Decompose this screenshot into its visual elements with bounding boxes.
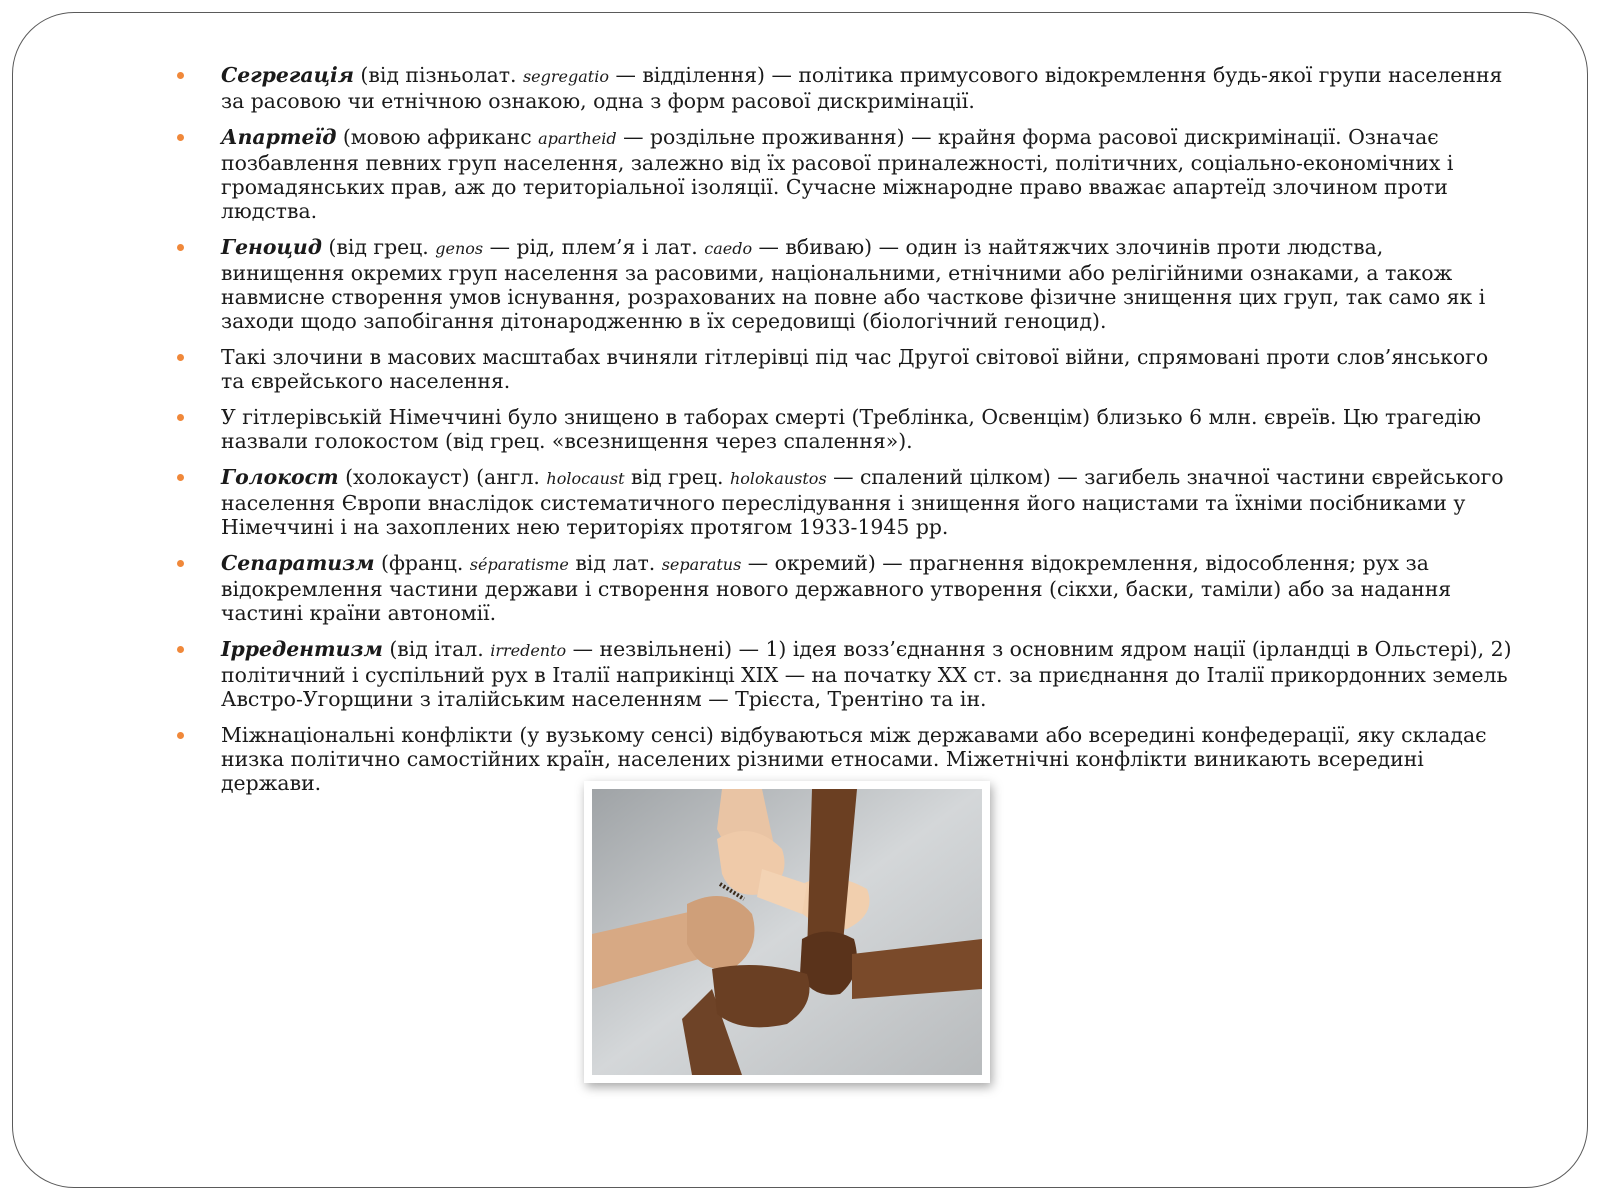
bullet-text: — вбиваю) — один із найтяжчих злочинів проти людства, винищення окремих груп населення за расовими, національними, етнічними або релігійними ознаками, а також навмисне створення умов існування, розрахованих на повне або часткове фізичне знищення цих груп, так само як і заходи щодо запобігання дітонародженню в їх середовищі (біологічний геноцид). — [221, 235, 1486, 333]
bullet-item — [173, 637, 1513, 711]
bullet-item — [173, 235, 1513, 333]
bullet-dot-icon — [177, 134, 184, 141]
foreign-word: genos — [435, 239, 484, 258]
bullet-text: від грец. — [624, 465, 730, 489]
bullet-text: Такі злочини в масових масштабах вчиняли гітлерівці під час Другої світової війни, спрямовані проти слов’янського та єврейського населення. — [221, 345, 1489, 393]
term-holocaust: Голокост — [221, 465, 339, 489]
bullet-item — [173, 405, 1513, 453]
bullet-text: (франц. — [374, 551, 470, 575]
hands-illustration — [592, 789, 982, 1075]
term-segregation: Сегрегація — [221, 63, 354, 87]
foreign-word: caedo — [704, 239, 753, 258]
bullet-text: (холокауст) (англ. — [338, 465, 547, 489]
bullet-text: (від італ. — [382, 637, 491, 661]
bullet-item — [173, 63, 1513, 113]
term-apartheid: Апартеїд — [221, 125, 337, 149]
bullet-dot-icon — [177, 646, 184, 653]
bullet-text: — відділення) — політика примусового відокремлення будь-якої групи населення за расовою чи етнічною ознакою, одна з форм расової дискримінації. — [221, 63, 1503, 113]
bullet-dot-icon — [177, 560, 184, 567]
bullet-dot-icon — [177, 72, 184, 79]
foreign-word: holokaustos — [729, 469, 827, 488]
bullet-text: — роздільне проживання) — крайня форма расової дискримінації. Означає позбавлення певних груп населення, залежно від їх расової приналежності, політичних, соціально-економічних і громадянських прав, аж до територіальної ізоляції. Сучасне міжнародне право вважає апартеїд злочином проти людства. — [221, 125, 1454, 223]
bullet-list — [173, 63, 1513, 807]
foreign-word: segregatio — [522, 67, 609, 86]
bullet-text: (від грец. — [321, 235, 436, 259]
bullet-dot-icon — [177, 414, 184, 421]
bullet-item — [173, 345, 1513, 393]
bullet-item — [173, 551, 1513, 625]
bullet-text: (від пізньолат. — [353, 63, 523, 87]
bullet-text: Міжнаціональні конфлікти (у вузькому сенсі) відбуваються між державами або всередині конфедерації, яку складає низка політично самостійних країн, населених різними етносами. Міжетнічні конфлікти виникають всередині держави. — [221, 723, 1487, 795]
bullet-text: (мовою африканс — [336, 125, 539, 149]
bullet-text: — рід, плем’я і лат. — [483, 235, 705, 259]
term-irredentism: Ірредентизм — [221, 637, 383, 661]
bullet-text: від лат. — [568, 551, 662, 575]
bullet-text: — спалений цілком) — загибель значної частини єврейського населення Європи внаслідок систематичного переслідування і знищення його нацистами та їхніми посібниками у Німеччині і на захоплених нею територіях протягом 1933-1945 рр. — [221, 465, 1504, 539]
bullet-dot-icon — [177, 732, 184, 739]
foreign-word: séparatisme — [469, 555, 569, 574]
bullet-item — [173, 465, 1513, 539]
bullet-text: — незвільнені) — 1) ідея возз’єднання з основним ядром нації (ірландці в Ольстері), 2) політичний і суспільний рух в Італії наприкінці XIX — на початку XX ст. за приєднання до Італії прикордонних земель Австро-Угорщини з італійським населенням — Трієста, Трентіно та ін. — [221, 637, 1512, 711]
foreign-word: separatus — [661, 555, 742, 574]
bullet-text: У гітлерівській Німеччині було знищено в таборах смерті (Треблінка, Освенцім) близько 6 млн. євреїв. Цю трагедію назвали голокостом (від грец. «всезнищення через спалення»). — [221, 405, 1482, 453]
hands-photo — [584, 781, 990, 1083]
bullet-dot-icon — [177, 474, 184, 481]
bullet-text: — окремий) — прагнення відокремлення, відособлення; рух за відокремлення частини держави і створення нового державного утворення (сікхи, баски, таміли) або за надання частині країни автономії. — [221, 551, 1452, 625]
bullet-item — [173, 125, 1513, 223]
bullet-dot-icon — [177, 354, 184, 361]
foreign-word: irredento — [490, 641, 567, 660]
bullet-dot-icon — [177, 244, 184, 251]
term-separatism: Сепаратизм — [221, 551, 375, 575]
foreign-word: apartheid — [538, 129, 617, 148]
term-genocide: Геноцид — [221, 235, 322, 259]
foreign-word: holocaust — [546, 469, 625, 488]
